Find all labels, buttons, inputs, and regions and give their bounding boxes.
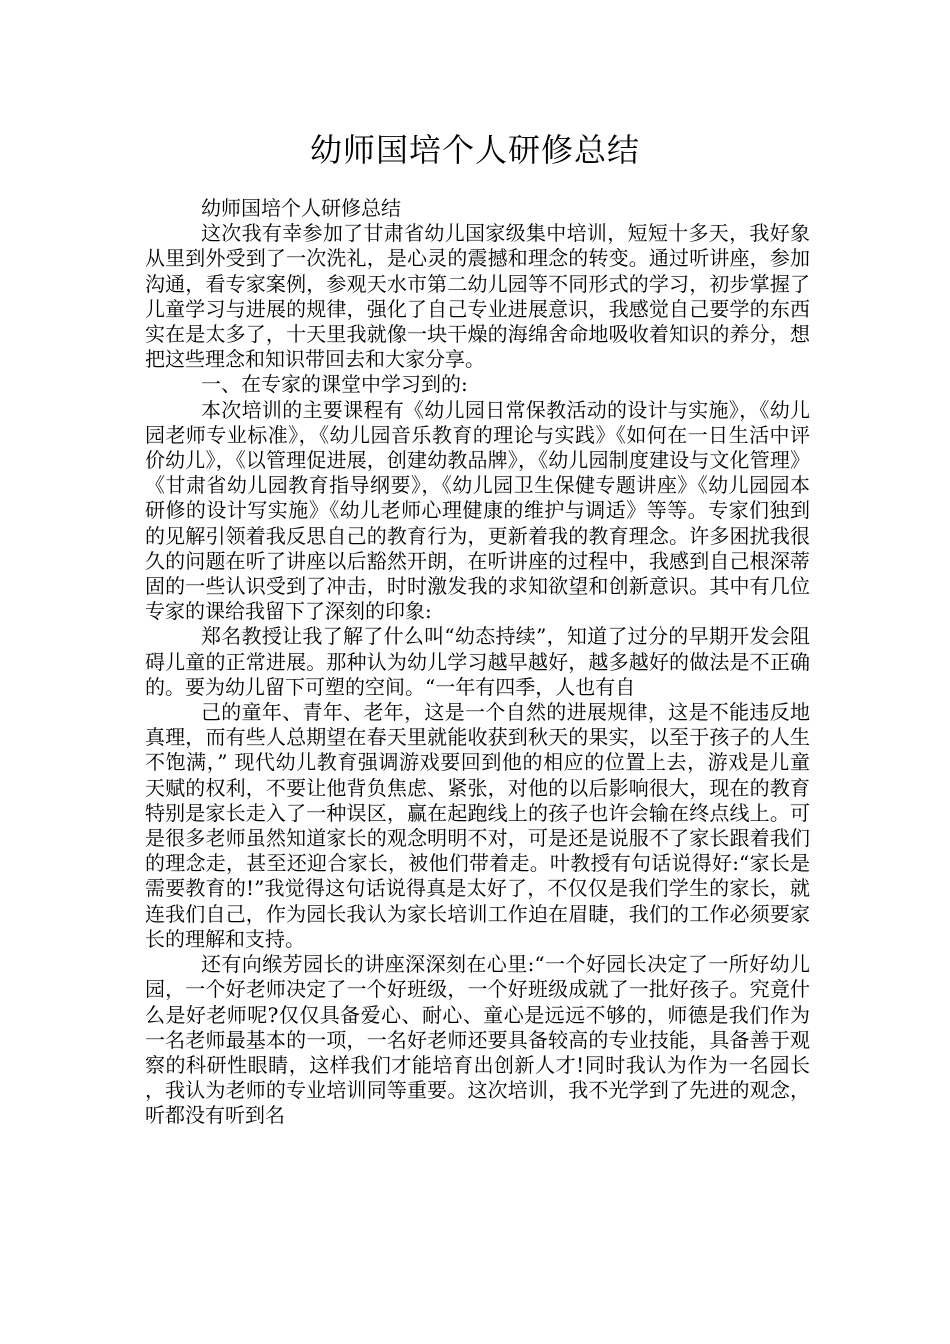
- paragraph-subtitle: 幼师国培个人研修总结: [201, 196, 401, 220]
- paragraph-section-heading: 一、在专家的课堂中学习到的:: [201, 372, 468, 397]
- document-title: 幼师国培个人研修总结: [309, 131, 640, 169]
- document-body: [145, 196, 810, 1129]
- paragraph-gou: 还有向缑芳园长的讲座深深刻在心里:“一个好园长决定了一所好幼儿园，一个好老师决定了一个好班级，一个好班级成就了一批好孩子。究竟什么是好老师呢?仅仅具备爱心、耐心、童心是远远不够的，师德是我们作为一名老师最基本的一项，一名好老师还要具备较高的专业技能，具备善于观察的科研性眼睛，这样我们才能培育出创新人才!同时我认为作为一名园长，我认为老师的专业培训同等重要。这次培训，我不光学到了先进的观念，听都没有听到名: [145, 952, 810, 1128]
- paragraph-courses: 本次培训的主要课程有《幼儿园日常保教活动的设计与实施》，《幼儿园老师专业标准》，《幼儿园音乐教育的理论与实践》《如何在一日生活中评价幼儿》，《以管理促进展，创建幼教品牌》，《幼儿园制度建设与文化管理》《甘肃省幼儿园教育指导纲要》，《幼儿园卫生保健专题讲座》《幼儿园园本研修的设计写实施》《幼儿老师心理健康的维护与调适》等等。专家们独到的见解引领着我反思自己的教育行为，更新着我的教育理念。许多困扰我很久的问题在听了讲座以后豁然开朗，在听讲座的过程中，我感到自己根深蒂固的一些认识受到了冲击，时时激发我的求知欲望和创新意识。其中有几位专家的课给我留下了深刻的印象:: [145, 397, 810, 624]
- paragraph-intro: 这次我有幸参加了甘肃省幼儿国家级集中培训，短短十多天，我好象从里到外受到了一次洗礼，是心灵的震撼和理念的转变。通过听讲座，参加沟通，看专家案例，参观天水市第二幼儿园等不同形式的学习，初步掌握了儿童学习与进展的规律，强化了自己专业进展意识，我感觉自己要学的东西实在是太多了，十天里我就像一块干燥的海绵舍命地吸收着知识的养分，想把这些理念和知识带回去和大家分享。: [145, 221, 810, 372]
- paragraph-childhood: 己的童年、青年、老年，这是一个自然的进展规律，这是不能违反地真理，而有些人总期望在春天里就能收获到秋天的果实，以至于孩子的人生不饱满，” 现代幼儿教育强调游戏要回到他的相应的位置上去，游戏是儿童天赋的权利，不要让他背负焦虑、紧张，对他的以后影响很大，现在的教育特别是家长走入了一种误区，赢在起跑线上的孩子也许会输在终点线上。可是很多老师虽然知道家长的观念明明不对，可是还是说服不了家长跟着我们的理念走，甚至还迎合家长，被他们带着走。叶教授有句话说得好:“家长是需要教育的!”我觉得这句话说得真是太好了，不仅仅是我们学生的家长，就连我们自己，作为园长我认为家长培训工作迫在眉睫，我们的工作必须要家长的理解和支持。: [145, 700, 810, 951]
- paragraph-zheng: 郑名教授让我了解了什么叫“幼态持续”，知道了过分的早期开发会阻碍儿童的正常进展。那种认为幼儿学习越早越好，越多越好的做法是不正确的。要为幼儿留下可塑的空间。“一年有四季，人也有自: [145, 624, 810, 699]
